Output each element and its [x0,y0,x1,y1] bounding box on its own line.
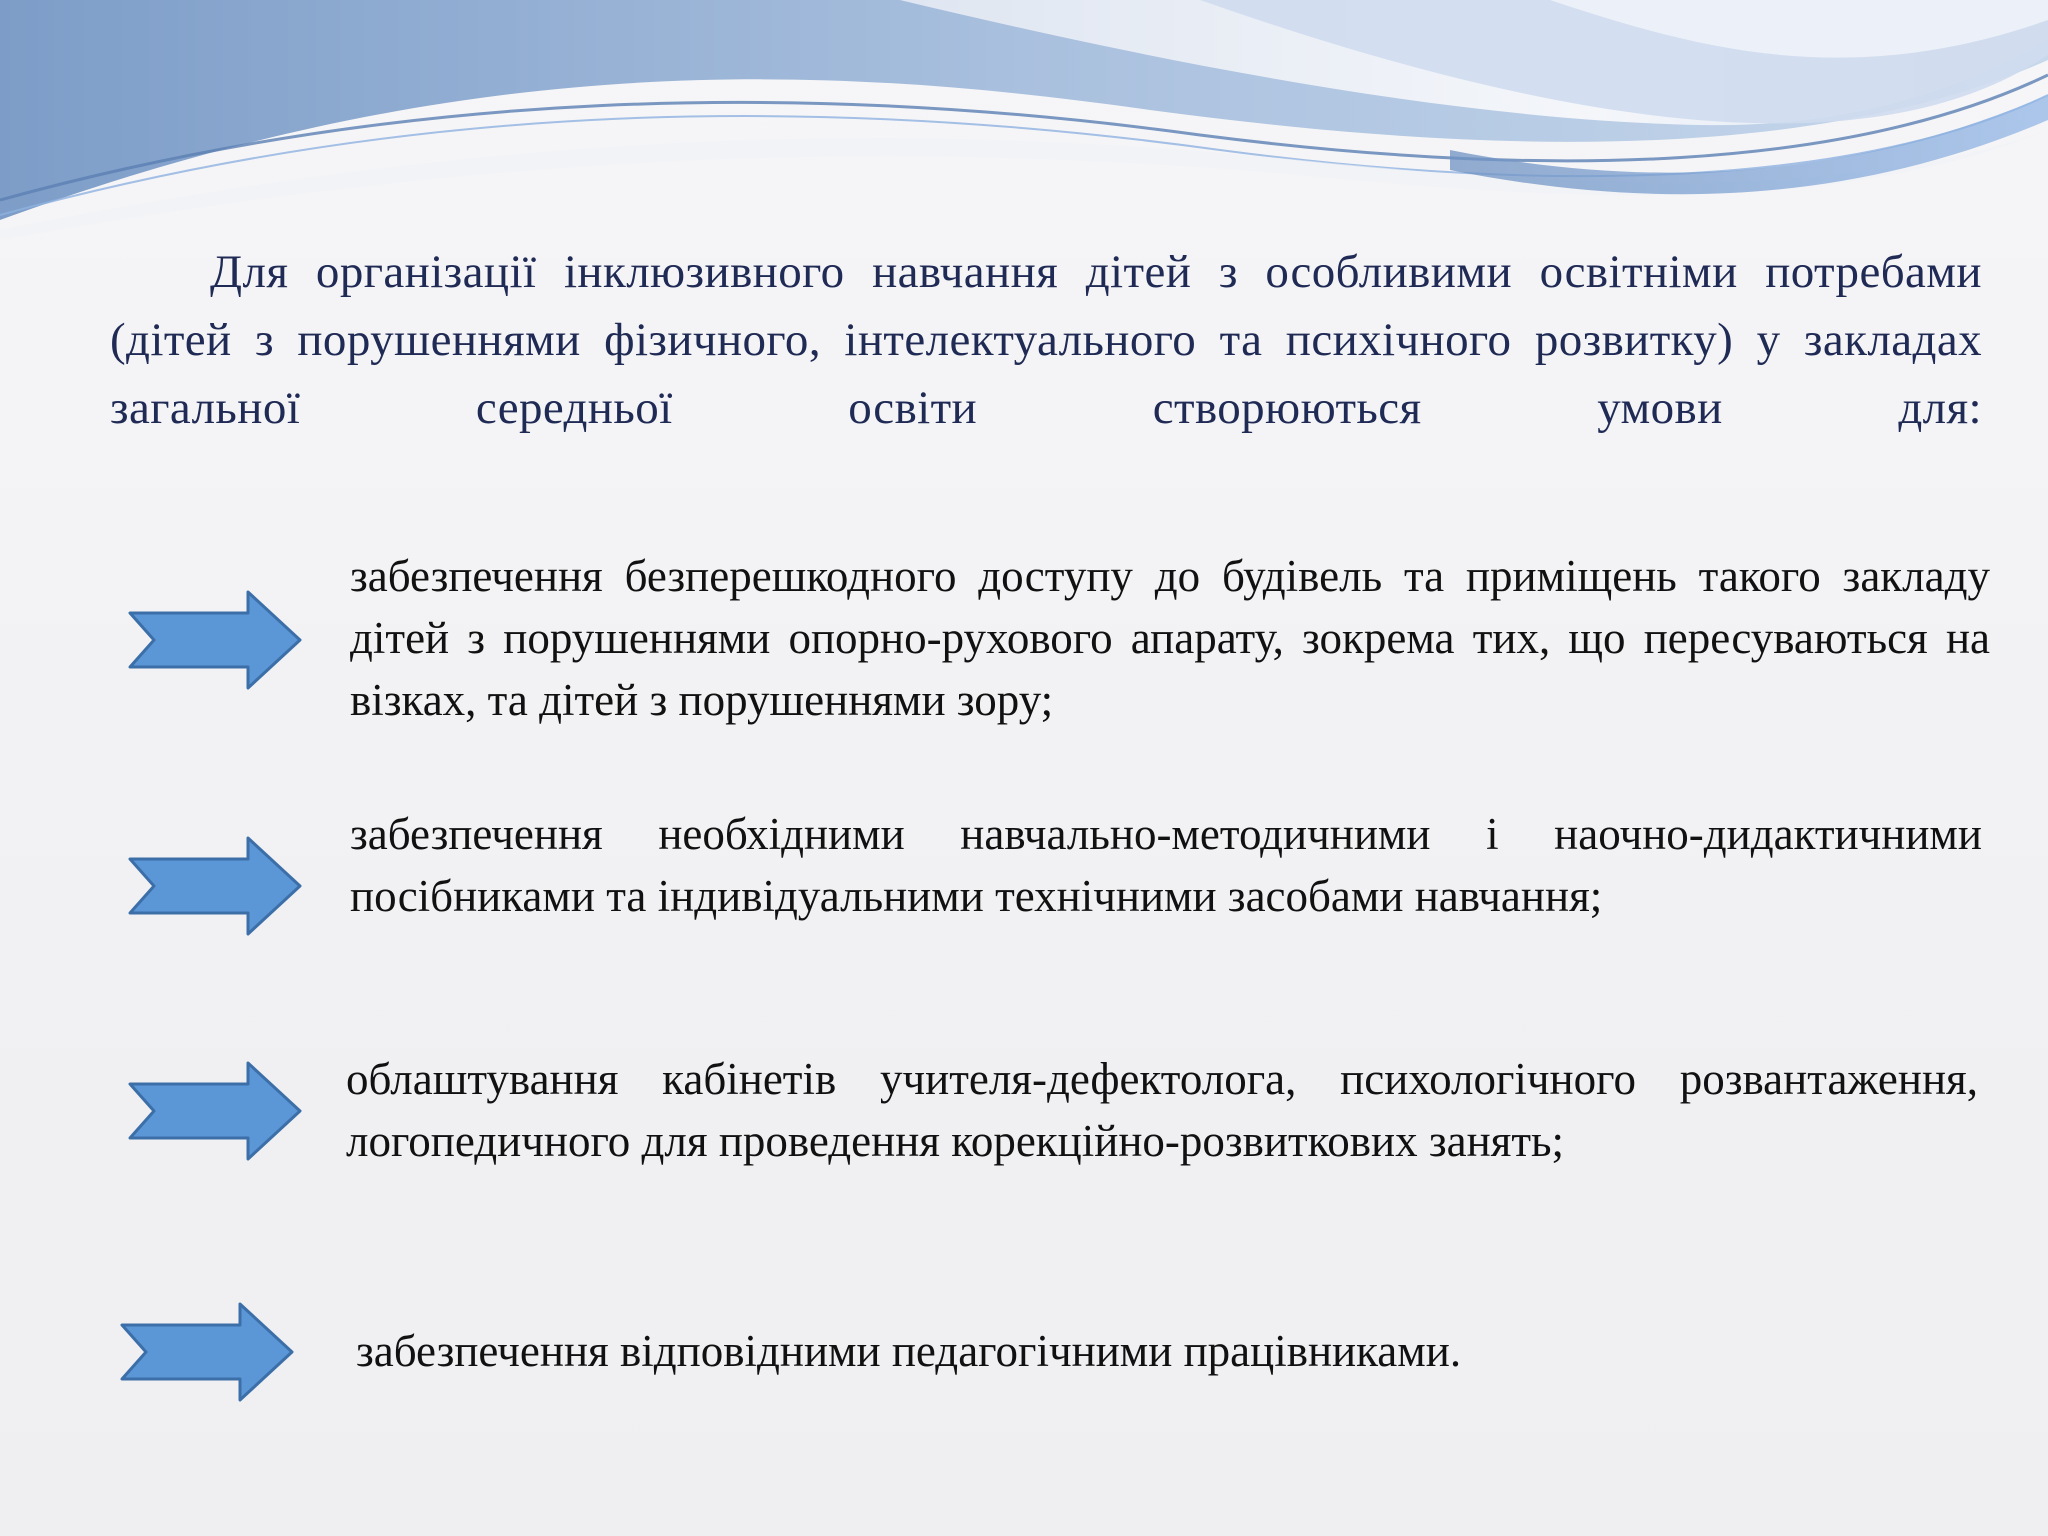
condition-text: облаштування кабінетів учителя-дефектолога, психологічного розвантаження, логопедичного для проведення корекційно-розвиткових занять; [346,1054,1978,1166]
arrow-right-icon [120,1302,295,1402]
condition-text: забезпечення відповідними педагогічними працівниками. [356,1326,1462,1376]
arrow-right-icon [128,590,303,690]
condition-text: забезпечення безперешкодного доступу до будівель та приміщень такого закладу дітей з порушеннями опорно-рухового апарату, зокрема тих, що пересуваються на візках, та дітей з порушеннями зору; [350,551,1990,725]
arrow-right-icon [128,836,303,936]
condition-text: забезпечення необхідними навчально-методичними і наочно-дидактичними посібниками та індивідуальними технічними засобами навчання; [350,809,1982,921]
header-wave-decoration [0,0,2048,240]
arrow-right-icon [128,1061,303,1161]
intro-paragraph: Для організації інклюзивного навчання дітей з особливими освітніми потребами (дітей з порушеннями фізичного, інтелектуального та психічного розвитку) у закладах загальної середньої освіти створюються умови для: [110,246,1982,434]
